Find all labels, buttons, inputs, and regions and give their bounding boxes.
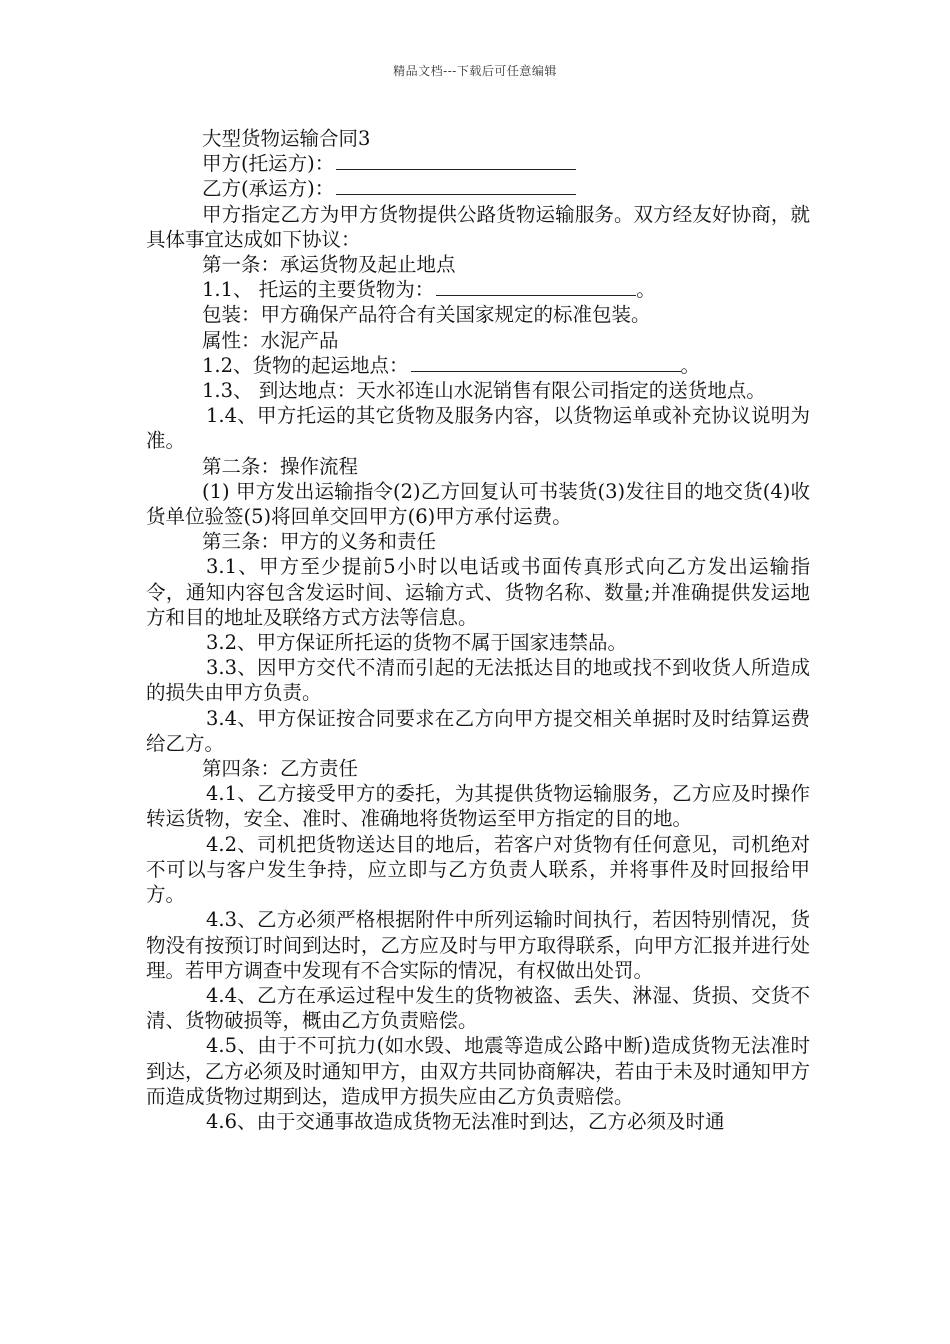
period: 。 [636,278,656,302]
paragraph: 3.4、甲方保证按合同要求在乙方向甲方提交相关单据时及时结算运费给乙方。 [146,706,810,755]
paragraph: 4.5、由于不可抗力(如水毁、地震等造成公路中断)造成货物无法准时到达，乙方必须及时通知甲方，由双方共同协商解决，若由于未及时通知甲方而造成货物过期到达，造成甲方损失应由乙方负责赔偿。 [146,1034,810,1108]
page-header: 精品文档---下载后可任意编辑 [393,64,557,78]
party-a-label: 甲方(托运方)： [202,152,335,176]
cargo-blank[interactable] [436,277,636,296]
paragraph: 甲方指定乙方为甲方货物提供公路货物运输服务。双方经友好协商，就具体事宜达成如下协议： [146,202,810,251]
party-a-blank[interactable] [336,151,576,170]
cargo-line [146,277,810,302]
paragraph: 包装：甲方确保产品符合有关国家规定的标准包装。 [202,303,651,327]
section-heading: 第四条：乙方责任 [202,757,359,781]
section-heading: 第三条：甲方的义务和责任 [202,530,437,554]
paragraph: 4.6、由于交通事故造成货物无法准时到达，乙方必须及时通 [206,1109,725,1133]
party-b-line [146,176,810,201]
party-b-blank[interactable] [336,176,576,195]
paragraph: 4.1、乙方接受甲方的委托，为其提供货物运输服务，乙方应及时操作转运货物，安全、准时、准确地将货物运至甲方指定的目的地。 [146,782,810,831]
origin-line [146,353,810,378]
contract-title: 大型货物运输合同3 [202,127,371,150]
contract-body [146,126,810,1134]
paragraph: 4.3、乙方必须严格根据附件中所列运输时间执行，若因特别情况，货物没有按预订时间到达时，乙方应及时与甲方取得联系，向甲方汇报并进行处理。若甲方调查中发现有不合实际的情况，有权做出处罚。 [146,908,810,982]
paragraph: 属性：水泥产品 [202,328,339,352]
paragraph: (1) 甲方发出运输指令(2)乙方回复认可书装货(3)发往目的地交货(4)收货单位验签(5)将回单交回甲方(6)甲方承付运费。 [146,479,810,529]
party-a-line [146,151,810,176]
paragraph: 1.3、 到达地点：天水祁连山水泥销售有限公司指定的送货地点。 [202,379,766,403]
section-heading: 第一条：承运货物及起止地点 [202,253,456,277]
paragraph: 4.4、乙方在承运过程中发生的货物被盗、丢失、淋湿、货损、交货不清、货物破损等，概由乙方负责赔偿。 [146,983,810,1033]
paragraph: 1.4、甲方托运的其它货物及服务内容，以货物运单或补充协议说明为准。 [146,404,810,453]
party-b-label: 乙方(承运方)： [202,177,335,201]
origin-label: 1.2、货物的起运地点： [202,353,409,377]
paragraph: 3.3、因甲方交代不清而引起的无法抵达目的地或找不到收货人所造成的损失由甲方负责。 [146,656,810,705]
origin-blank[interactable] [411,353,681,372]
paragraph: 4.2、司机把货物送达目的地后，若客户对货物有任何意见，司机绝对不可以与客户发生争持，应立即与乙方负责人联系，并将事件及时回报给甲方。 [146,832,810,907]
cargo-label: 1.1、 托运的主要货物为： [202,278,435,302]
period: 。 [680,353,701,377]
paragraph: 3.2、甲方保证所托运的货物不属于国家违禁品。 [206,631,628,655]
section-heading: 第二条：操作流程 [202,454,359,478]
paragraph: 3.1、甲方至少提前5小时以电话或书面传真形式向乙方发出运输指令，通知内容包含发运时间、运输方式、货物名称、数量;并准确提供发运地方和目的地址及联络方式方法等信息。 [146,555,810,629]
